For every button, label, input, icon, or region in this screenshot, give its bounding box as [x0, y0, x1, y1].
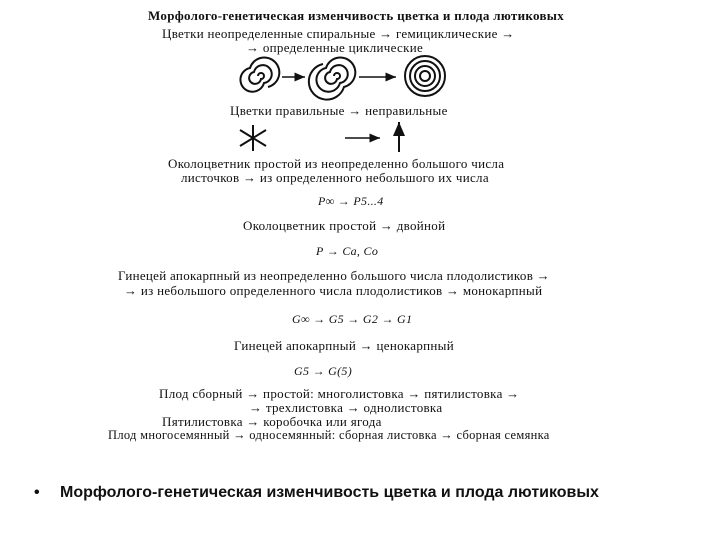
- hemicyclic-flower-icon: [309, 57, 355, 99]
- text-line: Гинецей апокарпный → ценокарпный: [234, 338, 454, 353]
- figure-title: Морфолого-генетическая изменчивость цветка и плода лютиковых: [148, 8, 565, 23]
- text-line: Околоцветник простой → двойной: [243, 218, 446, 233]
- text-line: → трехлистовка → однолистовка: [249, 400, 443, 415]
- bullet-icon: •: [34, 484, 40, 501]
- text-line: → определенные циклические: [246, 40, 424, 55]
- text-line: → из небольшого определенного числа плодолистиков → монокарпный: [124, 283, 543, 298]
- text-line: Плод сборный → простой: многолистовка → пятилистовка →: [159, 386, 520, 401]
- text-line: листочков → из определенного небольшого их числа: [181, 170, 489, 185]
- spiral-flower-icon: [240, 57, 279, 91]
- formula: P → Ca, Co: [316, 244, 379, 258]
- formula: P∞ → P5...4: [318, 194, 384, 208]
- text-line: Околоцветник простой из неопределенно большого числа: [168, 156, 505, 171]
- actinomorphic-flower-icon: [240, 125, 266, 151]
- text-line: Пятилистовка → коробочка или ягода: [162, 414, 382, 429]
- formula: G5 → G(5): [294, 364, 353, 378]
- text-line: Цветки правильные → неправильные: [230, 103, 448, 118]
- formula: G∞ → G5 → G2 → G1: [292, 312, 413, 326]
- cyclic-flower-icon: [405, 56, 445, 96]
- text-line: Гинецей апокарпный из неопределенно большого числа плодолистиков →: [118, 268, 550, 283]
- text-line: Плод многосемянный → односемянный: сборная листовка → сборная семянка: [108, 428, 550, 442]
- caption-text: Морфолого-генетическая изменчивость цветка и плода лютиковых: [60, 484, 599, 501]
- bullet-caption: [34, 484, 599, 502]
- text-line: Цветки неопределенные спиральные → гемициклические →: [162, 26, 515, 41]
